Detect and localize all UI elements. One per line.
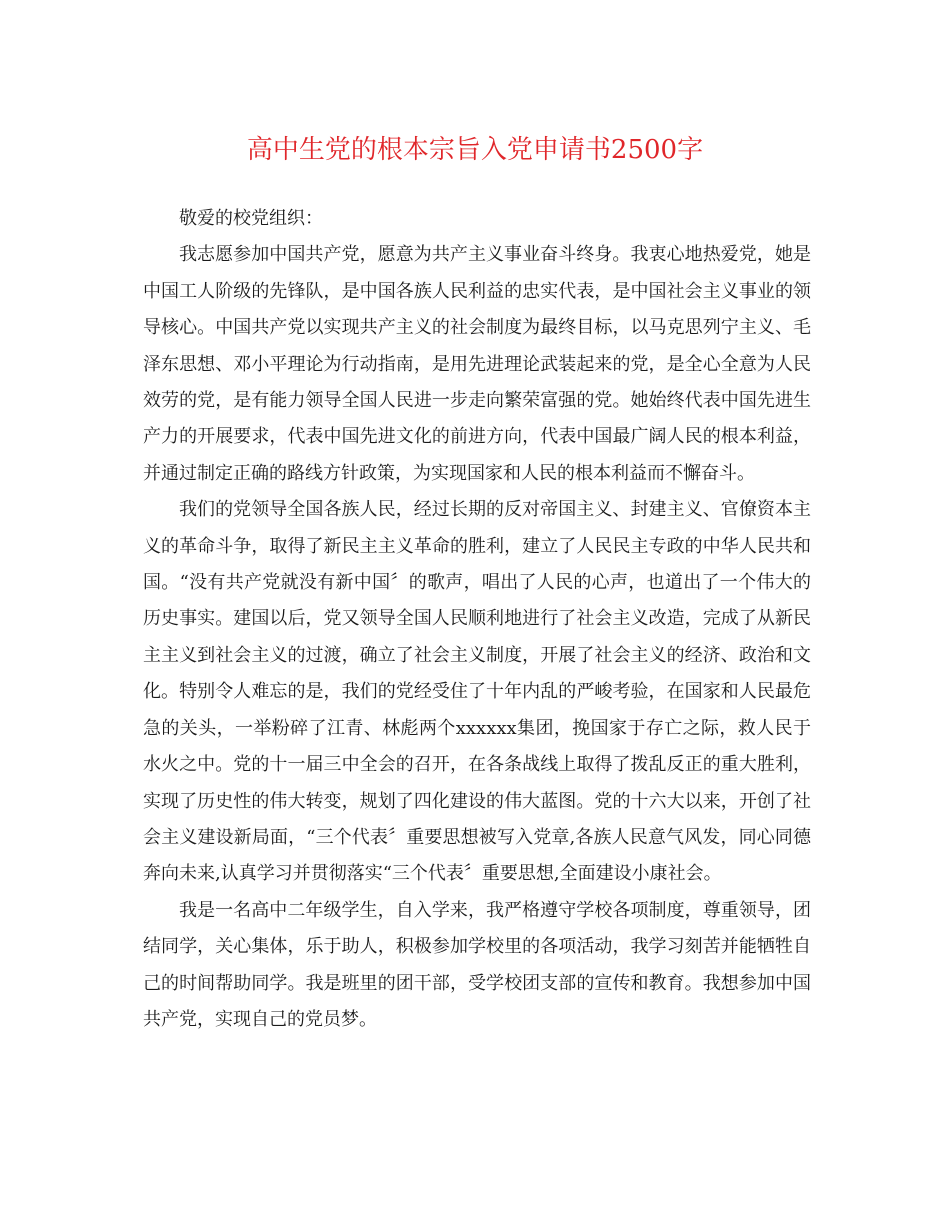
salutation: 敬爱的校党组织： <box>179 208 323 229</box>
paragraph-2: 我们的党领导全国各族人民，经过长期的反对帝国主义、封建主义、官僚资本主义的革命斗争，取得了新民主主义革命的胜利，建立了人民民主专政的中华人民共和国。“没有共产党就没有新中国〞的歌声，唱出了人民的心声，也道出了一个伟大的历史事实。建国以后，党又领导全国人民顺利地进行了社会主义改造，完成了从新民主主义到社会主义的过渡，确立了社会主义制度，开展了社会主义的经济、政治和文化。特别令人难忘的是，我们的党经受住了十年内乱的严峻考验，在国家和人民最危急的关头，一举粉碎了江青、林彪两个xxxxxx集团，挽国家于存亡之际，救人民于水火之中。党的十一届三中全会的召开，在各条战线上取得了拨乱反正的重大胜利，实现了历史性的伟大转变，规划了四化建设的伟大蓝图。党的十六大以来，开创了社会主义建设新局面，“三个代表〞重要思想被写入党章,各族人民意气风发，同心同德奔向未来,认真学习并贯彻落实“三个代表〞重要思想,全面建设小康社会。 <box>143 499 811 885</box>
paragraph-1: 我志愿参加中国共产党，愿意为共产主义事业奋斗终身。我衷心地热爱党，她是中国工人阶级的先锋队，是中国各族人民利益的忠实代表，是中国社会主义事业的领导核心。中国共产党以实现共产主义的社会制度为最终目标，以马克思列宁主义、毛泽东思想、邓小平理论为行动指南，是用先进理论武装起来的党，是全心全意为人民效劳的党，是有能力领导全国人民进一步走向繁荣富强的党。她始终代表中国先进生产力的开展要求，代表中国先进文化的前进方向，代表中国最广阔人民的根本利益，并通过制定正确的路线方针政策，为实现国家和人民的根本利益而不懈奋斗。 <box>143 244 811 484</box>
document-body <box>143 201 811 1038</box>
paragraph-3: 我是一名高中二年级学生，自入学来，我严格遵守学校各项制度，尊重领导，团结同学，关心集体，乐于助人，积极参加学校里的各项活动，我学习刻苦并能牺牲自己的时间帮助同学。我是班里的团干部，受学校团支部的宣传和教育。我想参加中国共产党，实现自己的党员梦。 <box>143 899 811 1030</box>
page-title: 高中生党的根本宗旨入党申请书2500字 <box>246 135 704 165</box>
